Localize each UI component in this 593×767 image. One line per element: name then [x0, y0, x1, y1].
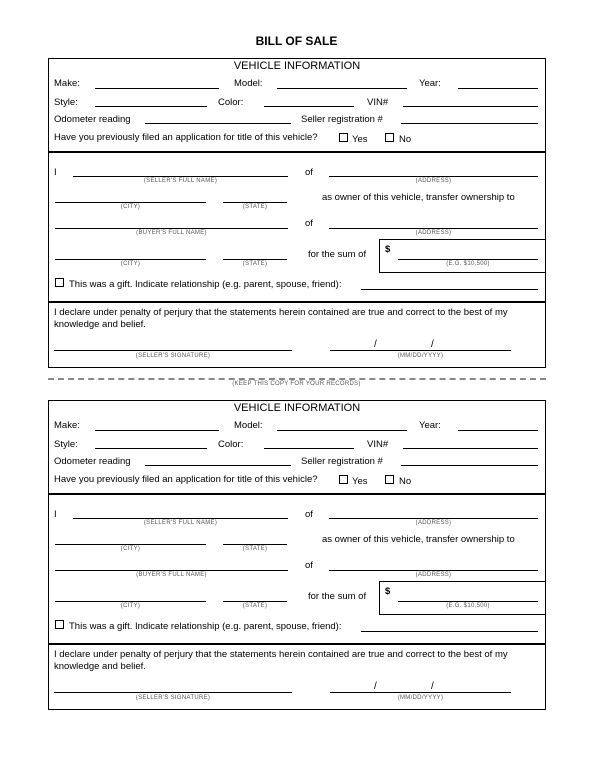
of-label: of — [305, 167, 313, 178]
make-label: Make: — [54, 420, 80, 431]
sum-field[interactable] — [398, 601, 538, 602]
seller-city-field[interactable] — [55, 202, 206, 203]
date-separator-2: / — [431, 681, 434, 692]
buyer-address-caption: (ADDRESS) — [415, 572, 452, 578]
date-separator-1: / — [374, 339, 377, 350]
seller-state-caption: (STATE) — [242, 546, 268, 552]
gift-checkbox[interactable] — [55, 620, 64, 629]
previously-filed-question: Have you previously filed an application for title of this vehicle? — [54, 474, 318, 485]
color-field[interactable] — [264, 106, 354, 107]
buyer-city-field[interactable] — [55, 259, 206, 260]
style-field[interactable] — [95, 106, 207, 107]
no-checkbox[interactable] — [385, 133, 394, 142]
sum-label: for the sum of — [308, 591, 367, 602]
dollar-sign: $ — [385, 244, 391, 255]
transfer-text: as owner of this vehicle, transfer ownership to — [322, 534, 515, 545]
year-field[interactable] — [458, 88, 538, 89]
seller-address-field[interactable] — [329, 518, 538, 519]
seller-registration-field[interactable] — [401, 465, 538, 466]
seller-address-caption: (ADDRESS) — [415, 178, 452, 184]
date-format-caption: (MM/DD/YYYY) — [397, 353, 444, 359]
style-label: Style: — [54, 439, 78, 450]
year-label: Year: — [419, 78, 441, 89]
seller-registration-field[interactable] — [401, 123, 538, 124]
seller-city-caption: (CITY) — [120, 546, 141, 552]
sum-example-caption: (E.G. $10,500) — [446, 603, 490, 609]
seller-state-field[interactable] — [223, 202, 287, 203]
vin-field[interactable] — [403, 106, 538, 107]
seller-state-caption: (STATE) — [242, 204, 268, 210]
buyer-state-field[interactable] — [223, 601, 287, 602]
sum-example-caption: (E.G. $10,500) — [446, 261, 490, 267]
yes-checkbox[interactable] — [339, 133, 348, 142]
gift-relationship-field[interactable] — [361, 289, 538, 290]
odometer-field[interactable] — [145, 123, 291, 124]
seller-name-field[interactable] — [73, 176, 288, 177]
no-label: No — [399, 134, 412, 145]
year-label: Year: — [419, 420, 441, 431]
vin-field[interactable] — [403, 448, 538, 449]
make-field[interactable] — [95, 430, 219, 431]
style-field[interactable] — [95, 448, 207, 449]
page-title: BILL OF SALE — [255, 34, 338, 48]
seller-city-field[interactable] — [55, 544, 206, 545]
vin-label: VIN# — [367, 97, 389, 108]
buyer-state-caption: (STATE) — [242, 603, 268, 609]
gift-checkbox[interactable] — [55, 278, 64, 287]
vin-label: VIN# — [367, 439, 389, 450]
of-label-2: of — [305, 560, 313, 571]
model-field[interactable] — [277, 88, 407, 89]
odometer-label: Odometer reading — [54, 456, 131, 467]
seller-registration-label: Seller registration # — [301, 456, 383, 467]
buyer-address-field[interactable] — [329, 228, 538, 229]
i-label: I — [54, 167, 57, 178]
vehicle-info-header: VEHICLE INFORMATION — [233, 60, 361, 72]
date-field[interactable] — [330, 350, 511, 351]
sum-label: for the sum of — [308, 249, 367, 260]
i-label: I — [54, 509, 57, 520]
yes-label: Yes — [352, 476, 368, 487]
buyer-name-caption: (BUYER'S FULL NAME) — [136, 230, 207, 236]
yes-checkbox[interactable] — [339, 475, 348, 484]
model-label: Model: — [234, 78, 263, 89]
buyer-name-field[interactable] — [55, 228, 288, 229]
date-field[interactable] — [330, 692, 511, 693]
color-field[interactable] — [264, 448, 354, 449]
make-label: Make: — [54, 78, 80, 89]
seller-registration-label: Seller registration # — [301, 114, 383, 125]
seller-state-field[interactable] — [223, 544, 287, 545]
date-separator-2: / — [431, 339, 434, 350]
seller-city-caption: (CITY) — [120, 204, 141, 210]
model-label: Model: — [234, 420, 263, 431]
buyer-city-caption: (CITY) — [120, 261, 141, 267]
dollar-sign: $ — [385, 586, 391, 597]
tear-line — [48, 378, 546, 380]
seller-signature-field[interactable] — [54, 692, 292, 693]
sum-field[interactable] — [398, 259, 538, 260]
seller-name-caption: (SELLER'S FULL NAME) — [143, 178, 218, 184]
style-label: Style: — [54, 97, 78, 108]
yes-label: Yes — [352, 134, 368, 145]
seller-name-caption: (SELLER'S FULL NAME) — [143, 520, 218, 526]
bill-of-sale-copy-2 — [48, 400, 546, 725]
previously-filed-question: Have you previously filed an application for title of this vehicle? — [54, 132, 318, 143]
seller-address-caption: (ADDRESS) — [415, 520, 452, 526]
vehicle-info-header: VEHICLE INFORMATION — [233, 402, 361, 414]
gift-label: This was a gift. Indicate relationship (e.g. parent, spouse, friend): — [69, 279, 342, 290]
buyer-state-field[interactable] — [223, 259, 287, 260]
buyer-state-caption: (STATE) — [242, 261, 268, 267]
odometer-field[interactable] — [145, 465, 291, 466]
bill-of-sale-copy-1 — [48, 58, 546, 383]
make-field[interactable] — [95, 88, 219, 89]
declaration-line-1: I declare under penalty of perjury that the statements herein contained are true and correct to the best of my — [54, 649, 508, 660]
of-label-2: of — [305, 218, 313, 229]
buyer-name-caption: (BUYER'S FULL NAME) — [136, 572, 207, 578]
declaration-line-2: knowledge and belief. — [54, 661, 146, 672]
of-label: of — [305, 509, 313, 520]
transfer-text: as owner of this vehicle, transfer ownership to — [322, 192, 515, 203]
color-label: Color: — [218, 97, 244, 108]
seller-signature-caption: (SELLER'S SIGNATURE) — [135, 695, 211, 701]
keep-copy-note: (KEEP THIS COPY FOR YOUR RECORDS) — [232, 381, 361, 387]
date-format-caption: (MM/DD/YYYY) — [397, 695, 444, 701]
declaration-line-1: I declare under penalty of perjury that the statements herein contained are true and correct to the best of my — [54, 307, 508, 318]
seller-address-field[interactable] — [329, 176, 538, 177]
odometer-label: Odometer reading — [54, 114, 131, 125]
gift-relationship-field[interactable] — [361, 631, 538, 632]
buyer-address-caption: (ADDRESS) — [415, 230, 452, 236]
model-field[interactable] — [277, 430, 407, 431]
seller-signature-field[interactable] — [54, 350, 292, 351]
gift-label: This was a gift. Indicate relationship (e.g. parent, spouse, friend): — [69, 621, 342, 632]
buyer-city-caption: (CITY) — [120, 603, 141, 609]
no-checkbox[interactable] — [385, 475, 394, 484]
buyer-city-field[interactable] — [55, 601, 206, 602]
date-separator-1: / — [374, 681, 377, 692]
color-label: Color: — [218, 439, 244, 450]
buyer-name-field[interactable] — [55, 570, 288, 571]
no-label: No — [399, 476, 412, 487]
buyer-address-field[interactable] — [329, 570, 538, 571]
seller-signature-caption: (SELLER'S SIGNATURE) — [135, 353, 211, 359]
declaration-line-2: knowledge and belief. — [54, 319, 146, 330]
year-field[interactable] — [458, 430, 538, 431]
seller-name-field[interactable] — [73, 518, 288, 519]
